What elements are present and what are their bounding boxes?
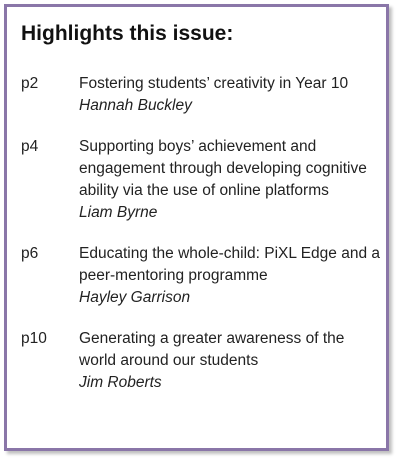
article-headline: Educating the whole-child: PiXL Edge and a peer-mentoring programme: [79, 245, 381, 284]
highlights-title: Highlights this issue:: [21, 22, 234, 45]
article-author: Hayley Garrison: [79, 289, 191, 306]
list-item: [21, 243, 383, 309]
article-author: Hannah Buckley: [79, 97, 192, 114]
article-headline: Fostering students’ creativity in Year 10: [79, 75, 349, 92]
list-item: [21, 136, 383, 224]
article-headline: Supporting boys’ achievement and engagement through developing cognitive ability via the use of online platforms: [79, 138, 367, 199]
article-author: Jim Roberts: [79, 374, 162, 391]
entry-body: [79, 243, 383, 309]
article-headline: Generating a greater awareness of the world around our students: [79, 330, 345, 369]
entry-body: [79, 73, 383, 117]
highlights-list: [21, 73, 383, 413]
highlights-box: [4, 4, 389, 451]
list-item: [21, 328, 383, 394]
page-number: p2: [21, 75, 39, 92]
entry-body: [79, 136, 383, 224]
list-item: [21, 73, 383, 117]
page-number: p4: [21, 138, 39, 155]
article-author: Liam Byrne: [79, 204, 158, 221]
page-number: p6: [21, 245, 39, 262]
entry-body: [79, 328, 383, 394]
page-number: p10: [21, 330, 47, 347]
